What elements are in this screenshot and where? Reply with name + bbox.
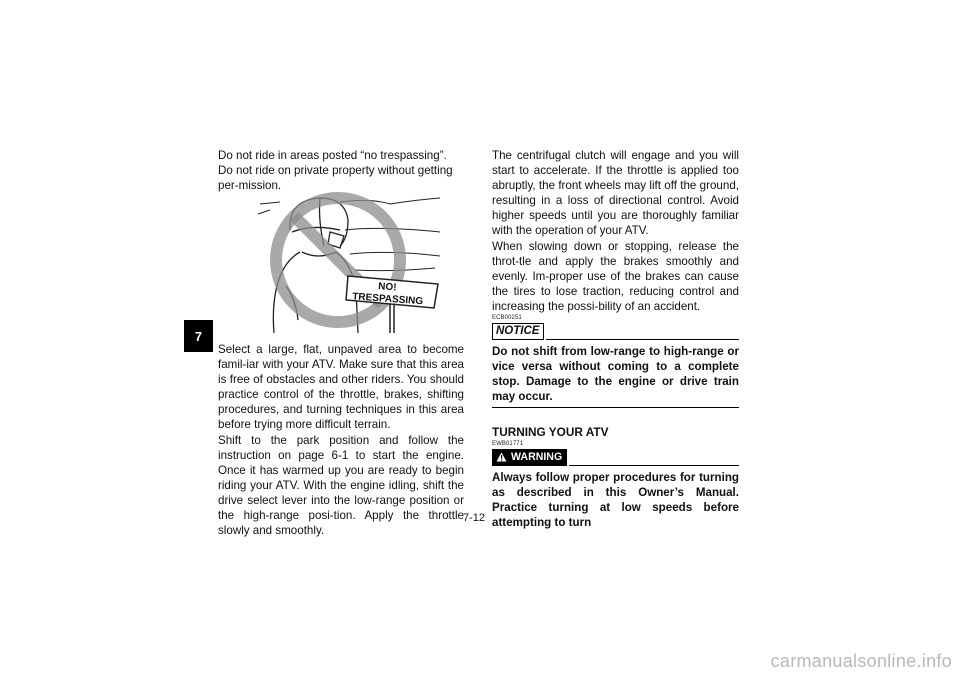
paragraph-braking: When slowing down or stopping, release the throt-tle and apply the brakes smoothly and evenly. Im-proper use of the brakes can cause the tires to lose traction, reducing control and increasing the possi-bility of an accident. — [492, 239, 739, 313]
right-column — [492, 148, 739, 530]
paragraph-practice-area: Select a large, flat, unpaved area to become famil-iar with your ATV. Make sure that this area is free of obstacles and other riders. You should practice control of the throttle, brakes, shifting procedures, and turning techniques in this area before trying more difficult terrain. — [218, 343, 464, 432]
left-column — [218, 148, 464, 193]
paragraph-clutch: The centrifugal clutch will engage and you will start to accelerate. If the throttle is applied too abruptly, the front wheels may lift off the ground, resulting in a loss of directional control. Avoid higher speeds until you are thoroughly familiar with the operation of your ATV. — [492, 149, 739, 238]
notice-end-rule — [492, 407, 739, 408]
intro-line-1: Do not ride in areas posted “no trespassing”. — [218, 149, 447, 162]
left-body — [218, 342, 464, 538]
page-number: 7-12 — [463, 512, 486, 524]
warning-rule — [569, 465, 739, 466]
sign-line-1: NO! — [377, 281, 397, 294]
warning-label-text: WARNING — [511, 450, 563, 463]
warning-text: Always follow proper procedures for turning as described in this Owner’s Manual. Practice turning at low speeds before attempting to turn — [492, 470, 739, 529]
notice-header — [492, 323, 739, 340]
notice-rule — [546, 339, 739, 340]
watermark: carmanualsonline.info — [770, 651, 952, 671]
warning-label — [492, 449, 567, 466]
intro-line-2: Do not ride on private property without getting per-mission. — [218, 164, 453, 193]
warning-header — [492, 449, 739, 466]
section-heading: TURNING YOUR ATV — [492, 425, 609, 440]
notice-text: Do not shift from low-range to high-range or vice versa without coming to a complete stop. Damage to the engine or drive train may occur. — [492, 345, 739, 404]
no-trespassing-illustration — [240, 190, 450, 333]
warning-code: EWB01771 — [492, 440, 524, 447]
warning-triangle-icon — [496, 452, 507, 462]
sign-line-2: TRESPASSING — [351, 291, 424, 308]
no-trespassing-sign — [346, 276, 438, 333]
chapter-tab: 7 — [184, 320, 213, 352]
notice-code: ECB00251 — [492, 315, 522, 322]
notice-label: NOTICE — [492, 323, 544, 340]
paragraph-start-riding: Shift to the park position and follow the instruction on page 6-1 to start the engine. Once it has warmed up you are ready to begin riding your ATV. With the engine idling, shift the drive select lever into the low-range position or the high-range posi-tion. Apply the throttle slowly and smoothly. — [218, 433, 464, 538]
